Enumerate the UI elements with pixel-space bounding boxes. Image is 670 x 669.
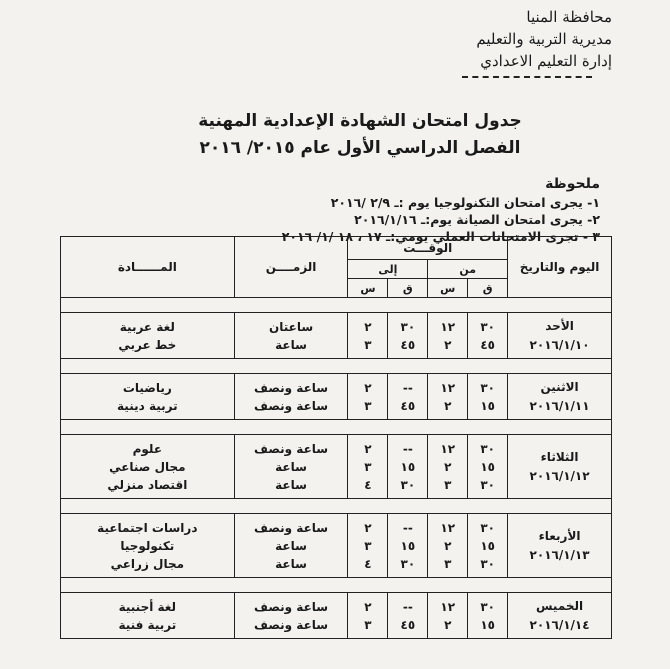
- day-date-cell: [508, 435, 612, 499]
- header-day-date: اليوم والتاريخ: [508, 237, 612, 298]
- from-hour-cell: [428, 435, 468, 499]
- from-minute-value: ٣٠: [480, 556, 495, 571]
- header-subject: المــــــادة: [61, 237, 235, 298]
- schedule-body: [61, 298, 612, 639]
- day-name: الخميس: [535, 598, 584, 613]
- to-hour-value: ٤: [364, 556, 372, 571]
- from-hour-value: ٢: [444, 538, 452, 553]
- to-hour-value: ٤: [364, 477, 372, 492]
- from-minute-value: ٣٠: [480, 380, 495, 395]
- subject-name: مجال زراعي: [110, 556, 185, 571]
- from-hour-value: ٣: [444, 477, 452, 492]
- duration-value: ساعة ونصف: [254, 380, 329, 395]
- to-hour-value: ٢: [364, 599, 372, 614]
- from-hour-value: ٢: [444, 617, 452, 632]
- day-date-cell: [508, 593, 612, 639]
- duration-value: ساعتان: [268, 319, 314, 334]
- directorate-name: مديرية التربية والتعليم: [476, 30, 612, 48]
- subject-cell: [61, 435, 235, 499]
- duration-value: ساعة: [275, 459, 307, 474]
- subject-name: تربية فنية: [118, 617, 177, 632]
- to-hour-value: ٢: [364, 319, 372, 334]
- day-date: ٢٠١٦/١/١٠: [529, 337, 590, 352]
- subject-name: تربية دينية: [117, 398, 178, 413]
- to-minute-cell: [388, 514, 428, 578]
- subject-name: خط عربي: [118, 337, 177, 352]
- note-item-2: ٢- يجرى امتحان الصيانة يوم:ـ ٢٠١٦/١/١٦: [354, 212, 600, 227]
- to-minute-value: --: [402, 441, 413, 456]
- day-date: ٢٠١٦/١/١٣: [529, 547, 590, 562]
- subject-name: مجال صناعي: [109, 459, 186, 474]
- from-minute-value: ٣٠: [480, 477, 495, 492]
- subject-name: تكنولوجيا: [120, 538, 175, 553]
- duration-value: ساعة: [275, 337, 307, 352]
- from-hour-cell: [428, 374, 468, 420]
- duration-value: ساعة: [275, 477, 307, 492]
- header-to: إلى: [348, 260, 428, 279]
- to-hour-value: ٣: [364, 398, 372, 413]
- from-hour-value: ١٢: [440, 319, 456, 334]
- duration-value: ساعة: [275, 538, 307, 553]
- from-minute-value: ٤٥: [480, 337, 495, 352]
- day-date-cell: [508, 374, 612, 420]
- duration-cell: [234, 435, 348, 499]
- to-hour-value: ٣: [364, 337, 372, 352]
- subject-name: دراسات اجتماعية: [97, 520, 198, 535]
- to-hour-value: ٢: [364, 380, 372, 395]
- from-minute-cell: [468, 313, 508, 359]
- header-to-minute: ق: [388, 279, 428, 298]
- header-from-hour: س: [428, 279, 468, 298]
- governorate-name: محافظة المنيا: [526, 8, 612, 26]
- to-minute-value: ١٥: [400, 459, 416, 474]
- document-title: [150, 108, 570, 162]
- from-minute-value: ١٥: [480, 538, 495, 553]
- to-minute-cell: [388, 593, 428, 639]
- table-row: [61, 374, 612, 420]
- day-name: الثلاثاء: [540, 449, 579, 464]
- letterhead: [452, 6, 612, 78]
- from-minute-value: ١٥: [480, 398, 495, 413]
- subject-cell: [61, 374, 235, 420]
- from-hour-value: ١٢: [440, 380, 456, 395]
- duration-cell: [234, 313, 348, 359]
- from-minute-value: ١٥: [480, 459, 495, 474]
- row-spacer: [61, 298, 612, 313]
- to-minute-value: ٤٥: [400, 617, 416, 632]
- duration-value: ساعة ونصف: [254, 398, 329, 413]
- spacer-cell: [61, 420, 612, 435]
- to-minute-value: ٤٥: [400, 398, 416, 413]
- notes-section: [140, 176, 600, 245]
- from-minute-value: ٣٠: [480, 441, 495, 456]
- to-hour-value: ٢: [364, 520, 372, 535]
- note-item-1: ١- يجرى امتحان التكنولوجيا يوم :ـ ٢/٩ /٢٠١٦: [330, 195, 600, 210]
- day-name: الأحد: [545, 318, 574, 333]
- header-to-hour: س: [348, 279, 388, 298]
- to-minute-value: --: [402, 380, 413, 395]
- duration-value: ساعة ونصف: [254, 520, 329, 535]
- duration-value: ساعة ونصف: [254, 617, 329, 632]
- day-date-cell: [508, 514, 612, 578]
- from-minute-value: ١٥: [480, 617, 495, 632]
- header-duration: الزمــــن: [234, 237, 348, 298]
- to-minute-value: ٣٠: [400, 556, 416, 571]
- from-minute-cell: [468, 593, 508, 639]
- from-hour-value: ٣: [444, 556, 452, 571]
- subject-name: اقتصاد منزلي: [107, 477, 188, 492]
- duration-cell: [234, 593, 348, 639]
- header-time: الوقـــت: [348, 237, 508, 260]
- from-hour-cell: [428, 514, 468, 578]
- spacer-cell: [61, 359, 612, 374]
- spacer-cell: [61, 298, 612, 313]
- spacer-cell: [61, 578, 612, 593]
- day-name: الأربعاء: [538, 528, 581, 543]
- from-hour-value: ٢: [444, 459, 452, 474]
- to-minute-cell: [388, 313, 428, 359]
- subject-name: رياضيات: [122, 380, 172, 395]
- from-minute-cell: [468, 435, 508, 499]
- header-from-minute: ق: [468, 279, 508, 298]
- to-minute-value: ٣٠: [400, 477, 416, 492]
- day-date-cell: [508, 313, 612, 359]
- day-name: الاثنين: [540, 379, 579, 394]
- table-row: [61, 593, 612, 639]
- from-hour-value: ٢: [444, 398, 452, 413]
- administration-name: إدارة التعليم الاعدادي: [480, 52, 612, 70]
- subject-cell: [61, 313, 235, 359]
- to-minute-value: --: [402, 599, 413, 614]
- duration-value: ساعة ونصف: [254, 599, 329, 614]
- to-hour-cell: [348, 374, 388, 420]
- table-row: [61, 514, 612, 578]
- to-minute-value: ١٥: [400, 538, 416, 553]
- to-hour-cell: [348, 435, 388, 499]
- from-hour-value: ١٢: [440, 441, 456, 456]
- spacer-cell: [61, 499, 612, 514]
- note-item-3: ٣ - تجرى الامتحانات العملي يومي:ـ ١٧ ، ١٨ /١/ ٢٠١٦: [281, 229, 600, 244]
- subject-name: لغة أجنبية: [118, 599, 177, 614]
- from-hour-value: ١٢: [440, 599, 456, 614]
- subject-cell: [61, 514, 235, 578]
- to-minute-value: ٣٠: [400, 319, 416, 334]
- duration-cell: [234, 514, 348, 578]
- header-from: من: [428, 260, 508, 279]
- from-minute-value: ٣٠: [480, 599, 495, 614]
- to-hour-value: ٣: [364, 538, 372, 553]
- subject-name: علوم: [132, 441, 163, 456]
- to-hour-cell: [348, 514, 388, 578]
- from-minute-cell: [468, 374, 508, 420]
- duration-value: ساعة ونصف: [254, 441, 329, 456]
- to-hour-cell: [348, 313, 388, 359]
- letterhead-divider: [462, 76, 592, 78]
- to-hour-value: ٣: [364, 459, 372, 474]
- title-line-1: جدول امتحان الشهادة الإعدادية المهنية: [198, 111, 522, 131]
- to-minute-value: ٤٥: [400, 337, 416, 352]
- from-minute-cell: [468, 514, 508, 578]
- to-minute-cell: [388, 374, 428, 420]
- title-line-2: الفصل الدراسي الأول عام ٢٠١٥/ ٢٠١٦: [199, 138, 521, 158]
- table-row: [61, 313, 612, 359]
- from-minute-value: ٣٠: [480, 319, 495, 334]
- to-hour-value: ٢: [364, 441, 372, 456]
- from-minute-value: ٣٠: [480, 520, 495, 535]
- day-date: ٢٠١٦/١/١٢: [529, 468, 590, 483]
- duration-value: ساعة: [275, 556, 307, 571]
- duration-cell: [234, 374, 348, 420]
- day-date: ٢٠١٦/١/١٤: [529, 617, 590, 632]
- to-minute-value: --: [402, 520, 413, 535]
- row-spacer: [61, 499, 612, 514]
- row-spacer: [61, 420, 612, 435]
- row-spacer: [61, 578, 612, 593]
- from-hour-cell: [428, 313, 468, 359]
- notes-heading: ملحوظة: [545, 176, 600, 192]
- exam-schedule-table: [60, 236, 612, 639]
- row-spacer: [61, 359, 612, 374]
- to-hour-cell: [348, 593, 388, 639]
- subject-cell: [61, 593, 235, 639]
- from-hour-value: ٢: [444, 337, 452, 352]
- subject-name: لغة عربية: [119, 319, 175, 334]
- to-hour-value: ٣: [364, 617, 372, 632]
- table-row: [61, 435, 612, 499]
- from-hour-cell: [428, 593, 468, 639]
- day-date: ٢٠١٦/١/١١: [529, 398, 590, 413]
- to-minute-cell: [388, 435, 428, 499]
- from-hour-value: ١٢: [440, 520, 456, 535]
